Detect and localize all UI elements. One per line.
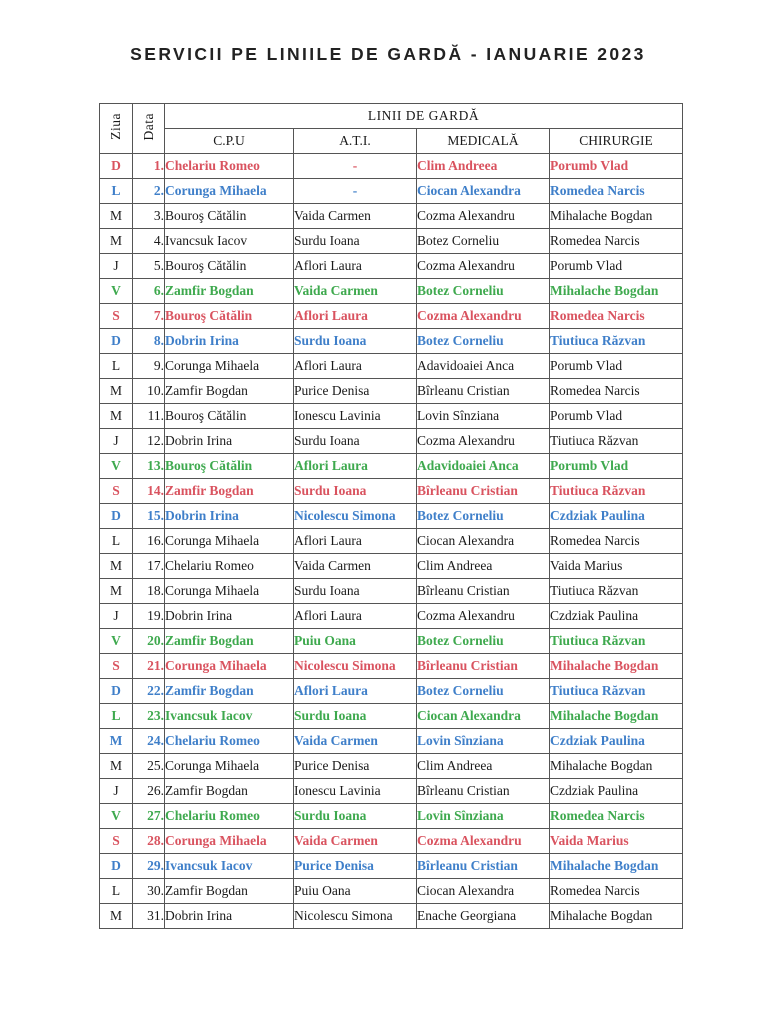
- chirurgie-cell: Vaida Marius: [550, 829, 683, 854]
- chirurgie-cell: Romedea Narcis: [550, 529, 683, 554]
- day-letter-cell: V: [100, 629, 133, 654]
- ati-cell: Surdu Ioana: [294, 229, 417, 254]
- chirurgie-cell: Mihalache Bogdan: [550, 279, 683, 304]
- ati-cell: Aflori Laura: [294, 529, 417, 554]
- table-row: [100, 354, 683, 379]
- ati-cell: Vaida Carmen: [294, 554, 417, 579]
- table-row: [100, 254, 683, 279]
- medicala-cell: Enache Georgiana: [417, 904, 550, 929]
- table-row: [100, 879, 683, 904]
- ati-cell: Aflori Laura: [294, 604, 417, 629]
- table-row: [100, 404, 683, 429]
- ati-cell: Nicolescu Simona: [294, 654, 417, 679]
- ati-cell: Ionescu Lavinia: [294, 779, 417, 804]
- cpu-cell: Corunga Mihaela: [165, 354, 294, 379]
- medicala-cell: Cozma Alexandru: [417, 604, 550, 629]
- date-cell: 11.: [133, 404, 165, 429]
- cpu-cell: Corunga Mihaela: [165, 654, 294, 679]
- day-letter-cell: J: [100, 604, 133, 629]
- ati-cell: Surdu Ioana: [294, 329, 417, 354]
- cpu-cell: Ivancsuk Iacov: [165, 229, 294, 254]
- chirurgie-cell: Czdziak Paulina: [550, 604, 683, 629]
- chirurgie-cell: Czdziak Paulina: [550, 729, 683, 754]
- header-ati: A.T.I.: [294, 129, 417, 154]
- day-letter-cell: L: [100, 179, 133, 204]
- day-letter-cell: M: [100, 404, 133, 429]
- date-cell: 28.: [133, 829, 165, 854]
- day-letter-cell: M: [100, 229, 133, 254]
- chirurgie-cell: Czdziak Paulina: [550, 779, 683, 804]
- header-linii-de-garda: LINII DE GARDĂ: [165, 104, 683, 129]
- medicala-cell: Clim Andreea: [417, 754, 550, 779]
- day-letter-cell: M: [100, 204, 133, 229]
- table-row: [100, 704, 683, 729]
- table-row: [100, 154, 683, 179]
- header-chirurgie: CHIRURGIE: [550, 129, 683, 154]
- date-cell: 25.: [133, 754, 165, 779]
- day-letter-cell: M: [100, 904, 133, 929]
- cpu-cell: Dobrin Irina: [165, 329, 294, 354]
- medicala-cell: Ciocan Alexandra: [417, 879, 550, 904]
- day-letter-cell: L: [100, 704, 133, 729]
- ati-cell: Purice Denisa: [294, 379, 417, 404]
- date-cell: 22.: [133, 679, 165, 704]
- table-row: [100, 304, 683, 329]
- table-row: [100, 279, 683, 304]
- chirurgie-cell: Tiutiuca Răzvan: [550, 329, 683, 354]
- table-row: [100, 454, 683, 479]
- chirurgie-cell: Mihalache Bogdan: [550, 904, 683, 929]
- date-cell: 14.: [133, 479, 165, 504]
- date-cell: 13.: [133, 454, 165, 479]
- date-cell: 4.: [133, 229, 165, 254]
- chirurgie-cell: Romedea Narcis: [550, 229, 683, 254]
- day-letter-cell: J: [100, 429, 133, 454]
- ati-cell: Purice Denisa: [294, 754, 417, 779]
- medicala-cell: Botez Corneliu: [417, 279, 550, 304]
- medicala-cell: Bîrleanu Cristian: [417, 779, 550, 804]
- medicala-cell: Lovin Sînziana: [417, 804, 550, 829]
- cpu-cell: Corunga Mihaela: [165, 829, 294, 854]
- ati-cell: Puiu Oana: [294, 879, 417, 904]
- medicala-cell: Lovin Sînziana: [417, 729, 550, 754]
- cpu-cell: Bouroş Cătălin: [165, 204, 294, 229]
- ati-cell: Surdu Ioana: [294, 704, 417, 729]
- day-letter-cell: D: [100, 504, 133, 529]
- cpu-cell: Corunga Mihaela: [165, 754, 294, 779]
- date-cell: 29.: [133, 854, 165, 879]
- cpu-cell: Zamfir Bogdan: [165, 629, 294, 654]
- medicala-cell: Bîrleanu Cristian: [417, 854, 550, 879]
- ati-cell: Surdu Ioana: [294, 479, 417, 504]
- date-cell: 12.: [133, 429, 165, 454]
- ati-cell: Nicolescu Simona: [294, 904, 417, 929]
- medicala-cell: Botez Corneliu: [417, 629, 550, 654]
- date-cell: 6.: [133, 279, 165, 304]
- table-row: [100, 779, 683, 804]
- ati-cell: Aflori Laura: [294, 304, 417, 329]
- table-row: [100, 679, 683, 704]
- chirurgie-cell: Mihalache Bogdan: [550, 204, 683, 229]
- day-letter-cell: D: [100, 679, 133, 704]
- day-letter-cell: S: [100, 829, 133, 854]
- date-cell: 1.: [133, 154, 165, 179]
- ati-cell: Surdu Ioana: [294, 579, 417, 604]
- date-cell: 24.: [133, 729, 165, 754]
- day-letter-cell: S: [100, 304, 133, 329]
- chirurgie-cell: Romedea Narcis: [550, 879, 683, 904]
- table-row: [100, 604, 683, 629]
- date-cell: 7.: [133, 304, 165, 329]
- ati-cell: Vaida Carmen: [294, 729, 417, 754]
- cpu-cell: Corunga Mihaela: [165, 529, 294, 554]
- ati-cell: Surdu Ioana: [294, 804, 417, 829]
- header-data: Data: [133, 104, 165, 154]
- chirurgie-cell: Tiutiuca Răzvan: [550, 479, 683, 504]
- day-letter-cell: L: [100, 354, 133, 379]
- schedule-body: [100, 154, 683, 929]
- table-row: [100, 829, 683, 854]
- chirurgie-cell: Vaida Marius: [550, 554, 683, 579]
- chirurgie-cell: Tiutiuca Răzvan: [550, 679, 683, 704]
- cpu-cell: Ivancsuk Iacov: [165, 854, 294, 879]
- table-row: [100, 554, 683, 579]
- header-medicala: MEDICALĂ: [417, 129, 550, 154]
- table-row: [100, 729, 683, 754]
- page-title: SERVICII PE LINIILE DE GARDĂ - IANUARIE 2023: [130, 44, 646, 64]
- medicala-cell: Cozma Alexandru: [417, 304, 550, 329]
- day-letter-cell: S: [100, 479, 133, 504]
- ati-cell: -: [294, 154, 417, 179]
- ati-cell: Ionescu Lavinia: [294, 404, 417, 429]
- cpu-cell: Bouroş Cătălin: [165, 454, 294, 479]
- day-letter-cell: M: [100, 754, 133, 779]
- chirurgie-cell: Romedea Narcis: [550, 179, 683, 204]
- date-cell: 26.: [133, 779, 165, 804]
- medicala-cell: Bîrleanu Cristian: [417, 654, 550, 679]
- chirurgie-cell: Porumb Vlad: [550, 354, 683, 379]
- medicala-cell: Cozma Alexandru: [417, 204, 550, 229]
- chirurgie-cell: Romedea Narcis: [550, 379, 683, 404]
- medicala-cell: Adavidoaiei Anca: [417, 354, 550, 379]
- medicala-cell: Ciocan Alexandra: [417, 179, 550, 204]
- header-cpu: C.P.U: [165, 129, 294, 154]
- medicala-cell: Lovin Sînziana: [417, 404, 550, 429]
- cpu-cell: Bouroş Cătălin: [165, 404, 294, 429]
- cpu-cell: Dobrin Irina: [165, 604, 294, 629]
- ati-cell: Purice Denisa: [294, 854, 417, 879]
- chirurgie-cell: Tiutiuca Răzvan: [550, 629, 683, 654]
- cpu-cell: Corunga Mihaela: [165, 179, 294, 204]
- ati-cell: Puiu Oana: [294, 629, 417, 654]
- day-letter-cell: M: [100, 729, 133, 754]
- day-letter-cell: S: [100, 654, 133, 679]
- cpu-cell: Chelariu Romeo: [165, 804, 294, 829]
- day-letter-cell: J: [100, 779, 133, 804]
- chirurgie-cell: Mihalache Bogdan: [550, 704, 683, 729]
- chirurgie-cell: Porumb Vlad: [550, 404, 683, 429]
- date-cell: 2.: [133, 179, 165, 204]
- day-letter-cell: L: [100, 879, 133, 904]
- date-cell: 10.: [133, 379, 165, 404]
- cpu-cell: Chelariu Romeo: [165, 554, 294, 579]
- day-letter-cell: V: [100, 804, 133, 829]
- table-row: [100, 904, 683, 929]
- medicala-cell: Cozma Alexandru: [417, 254, 550, 279]
- ati-cell: Vaida Carmen: [294, 279, 417, 304]
- table-row: [100, 179, 683, 204]
- chirurgie-cell: Tiutiuca Răzvan: [550, 429, 683, 454]
- cpu-cell: Dobrin Irina: [165, 904, 294, 929]
- ati-cell: Aflori Laura: [294, 354, 417, 379]
- cpu-cell: Bouroş Cătălin: [165, 304, 294, 329]
- cpu-cell: Zamfir Bogdan: [165, 779, 294, 804]
- ati-cell: Vaida Carmen: [294, 829, 417, 854]
- table-row: [100, 229, 683, 254]
- table-row: [100, 204, 683, 229]
- table-row: [100, 854, 683, 879]
- table-row: [100, 429, 683, 454]
- date-cell: 3.: [133, 204, 165, 229]
- date-cell: 5.: [133, 254, 165, 279]
- medicala-cell: Bîrleanu Cristian: [417, 579, 550, 604]
- day-letter-cell: M: [100, 579, 133, 604]
- table-row: [100, 504, 683, 529]
- day-letter-cell: D: [100, 329, 133, 354]
- date-cell: 15.: [133, 504, 165, 529]
- day-letter-cell: M: [100, 379, 133, 404]
- day-letter-cell: M: [100, 554, 133, 579]
- medicala-cell: Botez Corneliu: [417, 329, 550, 354]
- medicala-cell: Adavidoaiei Anca: [417, 454, 550, 479]
- day-letter-cell: V: [100, 279, 133, 304]
- table-row: [100, 379, 683, 404]
- medicala-cell: Ciocan Alexandra: [417, 704, 550, 729]
- date-cell: 21.: [133, 654, 165, 679]
- header-ziua: Ziua: [100, 104, 133, 154]
- ati-cell: Surdu Ioana: [294, 429, 417, 454]
- medicala-cell: Botez Corneliu: [417, 504, 550, 529]
- ati-cell: -: [294, 179, 417, 204]
- cpu-cell: Bouroş Cătălin: [165, 254, 294, 279]
- medicala-cell: Bîrleanu Cristian: [417, 479, 550, 504]
- table-row: [100, 329, 683, 354]
- day-letter-cell: L: [100, 529, 133, 554]
- cpu-cell: Ivancsuk Iacov: [165, 704, 294, 729]
- cpu-cell: Zamfir Bogdan: [165, 279, 294, 304]
- day-letter-cell: D: [100, 154, 133, 179]
- table-row: [100, 654, 683, 679]
- table-row: [100, 529, 683, 554]
- cpu-cell: Zamfir Bogdan: [165, 379, 294, 404]
- chirurgie-cell: Romedea Narcis: [550, 304, 683, 329]
- chirurgie-cell: Czdziak Paulina: [550, 504, 683, 529]
- date-cell: 20.: [133, 629, 165, 654]
- day-letter-cell: J: [100, 254, 133, 279]
- cpu-cell: Chelariu Romeo: [165, 154, 294, 179]
- medicala-cell: Cozma Alexandru: [417, 429, 550, 454]
- date-cell: 9.: [133, 354, 165, 379]
- ati-cell: Aflori Laura: [294, 454, 417, 479]
- ati-cell: Nicolescu Simona: [294, 504, 417, 529]
- chirurgie-cell: Mihalache Bogdan: [550, 754, 683, 779]
- cpu-cell: Zamfir Bogdan: [165, 679, 294, 704]
- cpu-cell: Dobrin Irina: [165, 429, 294, 454]
- ati-cell: Aflori Laura: [294, 679, 417, 704]
- chirurgie-cell: Porumb Vlad: [550, 254, 683, 279]
- table-row: [100, 629, 683, 654]
- date-cell: 8.: [133, 329, 165, 354]
- date-cell: 31.: [133, 904, 165, 929]
- chirurgie-cell: Porumb Vlad: [550, 454, 683, 479]
- chirurgie-cell: Mihalache Bogdan: [550, 854, 683, 879]
- cpu-cell: Dobrin Irina: [165, 504, 294, 529]
- date-cell: 23.: [133, 704, 165, 729]
- date-cell: 16.: [133, 529, 165, 554]
- medicala-cell: Bîrleanu Cristian: [417, 379, 550, 404]
- ati-cell: Vaida Carmen: [294, 204, 417, 229]
- table-row: [100, 804, 683, 829]
- table-row: [100, 579, 683, 604]
- day-letter-cell: V: [100, 454, 133, 479]
- chirurgie-cell: Mihalache Bogdan: [550, 654, 683, 679]
- medicala-cell: Ciocan Alexandra: [417, 529, 550, 554]
- date-cell: 17.: [133, 554, 165, 579]
- chirurgie-cell: Tiutiuca Răzvan: [550, 579, 683, 604]
- date-cell: 19.: [133, 604, 165, 629]
- medicala-cell: Botez Corneliu: [417, 229, 550, 254]
- ati-cell: Aflori Laura: [294, 254, 417, 279]
- date-cell: 27.: [133, 804, 165, 829]
- medicala-cell: Clim Andreea: [417, 554, 550, 579]
- cpu-cell: Zamfir Bogdan: [165, 479, 294, 504]
- day-letter-cell: D: [100, 854, 133, 879]
- chirurgie-cell: Romedea Narcis: [550, 804, 683, 829]
- cpu-cell: Zamfir Bogdan: [165, 879, 294, 904]
- table-row: [100, 754, 683, 779]
- table-row: [100, 479, 683, 504]
- cpu-cell: Chelariu Romeo: [165, 729, 294, 754]
- schedule-table: [99, 103, 683, 929]
- medicala-cell: Botez Corneliu: [417, 679, 550, 704]
- chirurgie-cell: Porumb Vlad: [550, 154, 683, 179]
- date-cell: 18.: [133, 579, 165, 604]
- medicala-cell: Clim Andreea: [417, 154, 550, 179]
- cpu-cell: Corunga Mihaela: [165, 579, 294, 604]
- medicala-cell: Cozma Alexandru: [417, 829, 550, 854]
- date-cell: 30.: [133, 879, 165, 904]
